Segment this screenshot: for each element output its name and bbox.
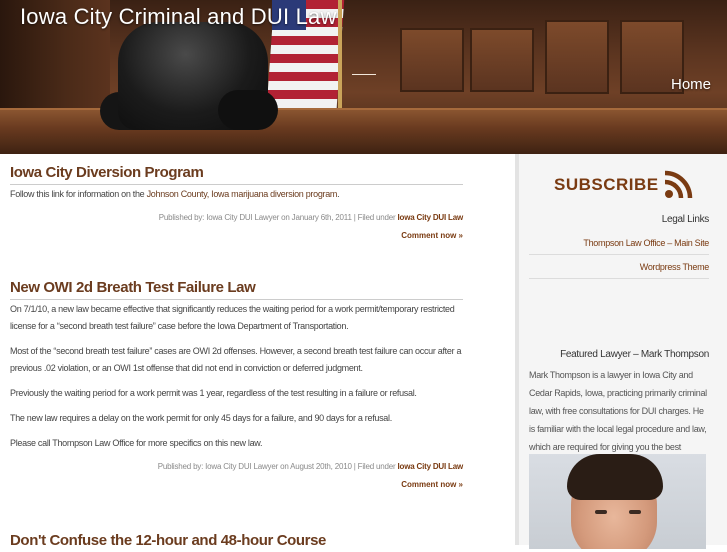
- post-meta: [10, 462, 463, 471]
- lawyer-photo: [529, 454, 706, 549]
- photo-eye: [629, 510, 641, 514]
- rss-icon: [663, 170, 693, 200]
- post-meta-text: Published by: Iowa City DUI Lawyer on January 6th, 2011 | Filed under: [158, 213, 396, 222]
- chair-arm: [218, 90, 278, 130]
- post-title-link[interactable]: Iowa City Diversion Program: [10, 164, 463, 185]
- subscribe-button[interactable]: [554, 170, 693, 200]
- post-title-link[interactable]: New OWI 2d Breath Test Failure Law: [10, 279, 463, 300]
- featured-lawyer-heading: Featured Lawyer – Mark Thompson: [560, 349, 709, 360]
- site-header: [0, 0, 727, 154]
- post-text: Follow this link for information on the: [10, 189, 147, 199]
- nav-home-link[interactable]: Home: [670, 76, 711, 93]
- site-title[interactable]: Iowa City Criminal and DUI Law: [20, 4, 337, 29]
- post: [10, 279, 463, 489]
- post-text: .: [337, 189, 340, 199]
- post-paragraph: On 7/1/10, a new law became effective that significantly reduces the waiting period for a work permit/temporary restricted license for a “second breath test failure” case before the Iowa Department of Transportation.: [10, 304, 455, 331]
- comment-now-link[interactable]: Comment now »: [401, 480, 463, 489]
- post-paragraph: [10, 186, 463, 203]
- post-body: [10, 186, 463, 203]
- post: [10, 532, 463, 552]
- wood-panel: [470, 28, 534, 92]
- post-meta: [10, 213, 463, 222]
- wood-panel: [400, 28, 464, 92]
- legal-links-heading: Legal Links: [661, 214, 709, 225]
- post-paragraph: Previously the waiting period for a work permit was 1 year, regardless of the test resulting in a failure or refusal.: [10, 388, 417, 398]
- post-title-link[interactable]: Don't Confuse the 12-hour and 48-hour Course: [10, 532, 326, 549]
- diversion-program-link[interactable]: Johnson County, Iowa marijuana diversion program: [146, 189, 338, 199]
- post-comments: [10, 480, 463, 489]
- sidebar: [515, 154, 727, 545]
- comment-now-link[interactable]: Comment now »: [401, 231, 463, 240]
- main-content: [0, 154, 515, 549]
- featured-lawyer-text: Mark Thompson is a lawyer in Iowa City and Cedar Rapids, Iowa, practicing primarily criminal law, with free consultations for DUI charges. He is familiar with the local legal procedure and law, which are required for giving you the best: [529, 370, 707, 452]
- post: [10, 164, 463, 240]
- category-link[interactable]: Iowa City DUI Law: [397, 213, 463, 222]
- photo-eye: [595, 510, 607, 514]
- legal-link-thompson[interactable]: Thompson Law Office – Main Site: [529, 238, 709, 255]
- wood-panel: [545, 20, 609, 94]
- category-link[interactable]: Iowa City DUI Law: [397, 462, 463, 471]
- photo-hair: [567, 454, 663, 500]
- legal-link-wordpress[interactable]: Wordpress Theme: [529, 262, 709, 279]
- subscribe-label: SUBSCRIBE: [554, 175, 659, 194]
- post-meta-text: Published by: Iowa City DUI Lawyer on August 20th, 2010 | Filed under: [157, 462, 396, 471]
- post-paragraph: Please call Thompson Law Office for more specifics on this new law.: [10, 438, 263, 448]
- header-rule: [352, 74, 376, 75]
- post-paragraph: The new law requires a delay on the work permit for only 45 days for a failure, and 90 days for a refusal.: [10, 413, 392, 423]
- post-comments: [10, 231, 463, 240]
- post-body: [10, 301, 463, 452]
- post-paragraph: Most of the “second breath test failure” cases are OWI 2d offenses. However, a second breath test failure can occur after a previous .02 violation, or an OWI 1st offense that did not end in conviction or deferred judgment.: [10, 346, 462, 373]
